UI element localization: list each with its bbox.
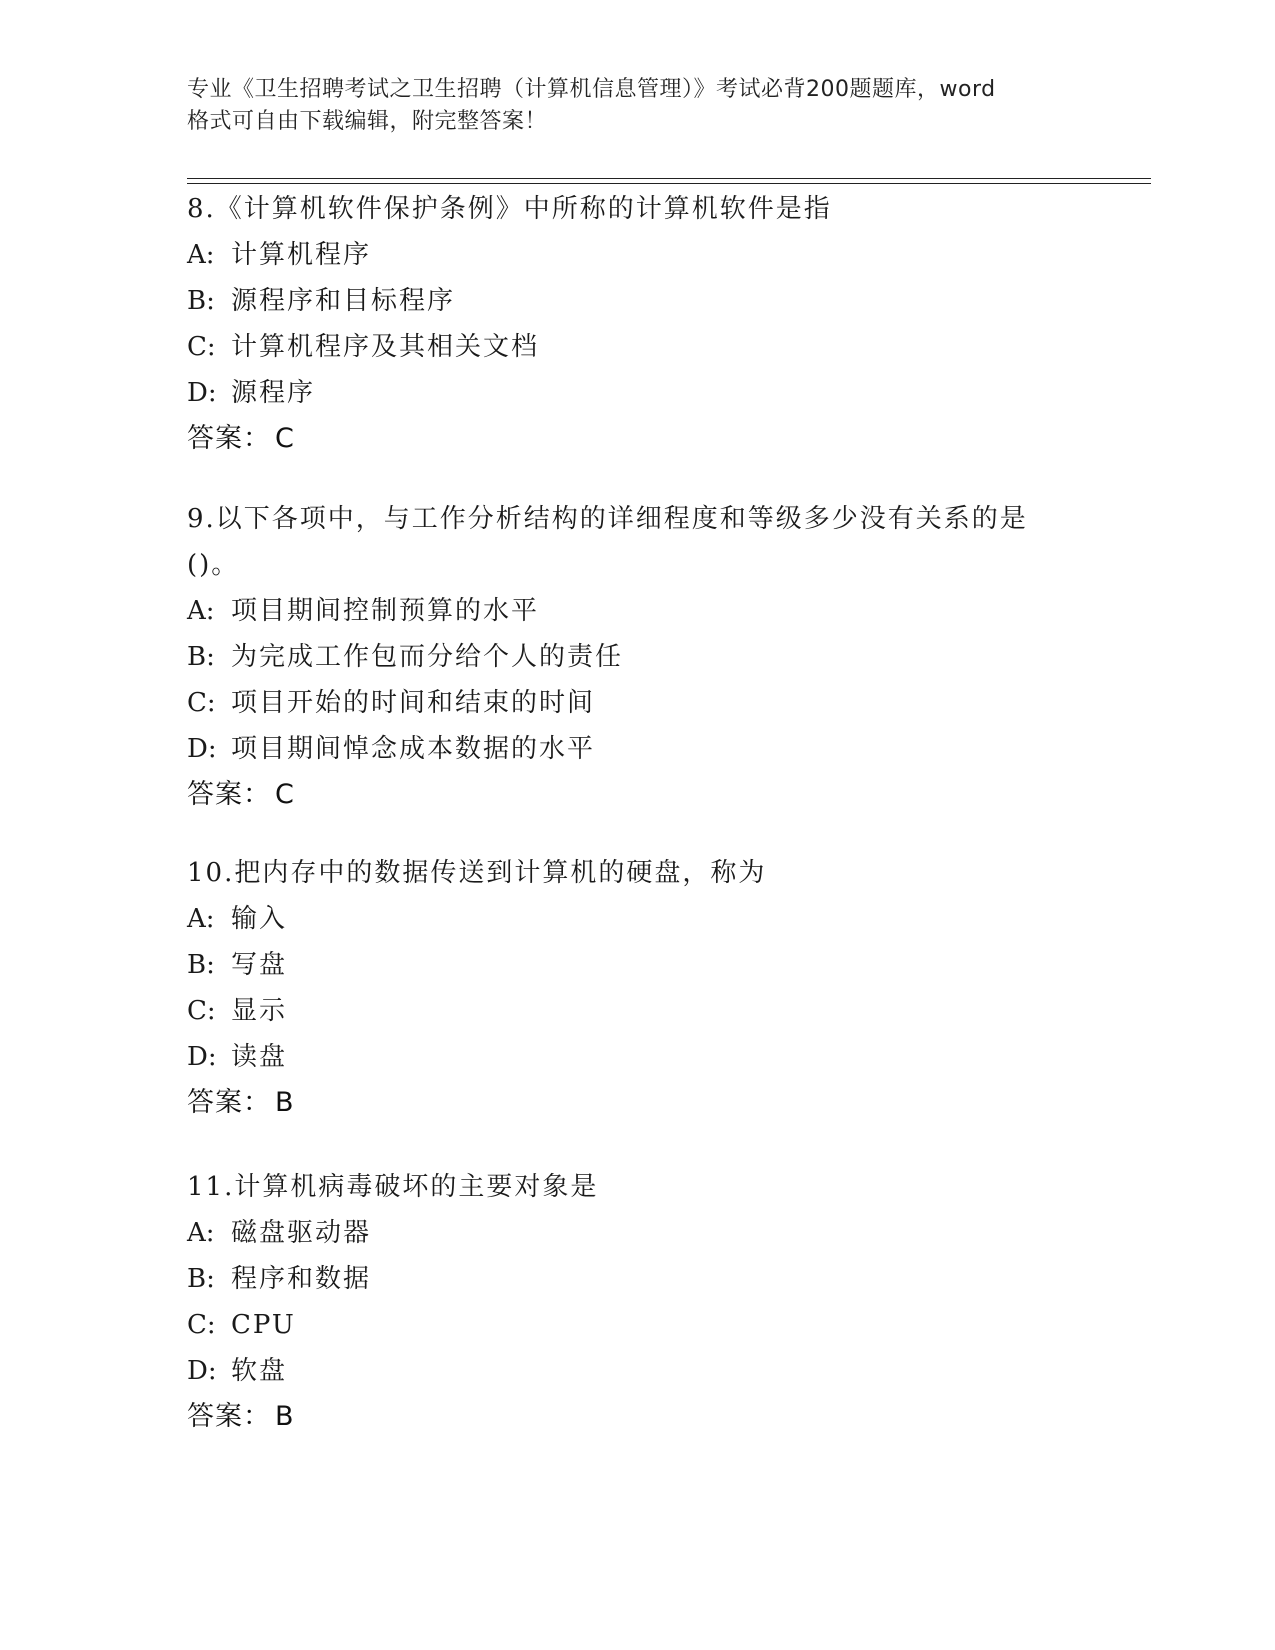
- option-letter: D:: [187, 734, 217, 764]
- option-text: 磁盘驱动器: [231, 1218, 372, 1248]
- option-text: 为完成工作包而分给个人的责任: [231, 642, 624, 672]
- header-divider-bottom: [187, 183, 1151, 184]
- option-letter: C:: [187, 688, 216, 718]
- question-text: 9.以下各项中，与工作分析结构的详细程度和等级多少没有关系的是()。: [187, 504, 1028, 580]
- option-text: 源程序: [231, 378, 316, 408]
- option-d: [187, 370, 1087, 416]
- answer-value: C: [275, 423, 295, 454]
- option-text: 源程序和目标程序: [231, 286, 456, 316]
- option-letter: D:: [187, 1042, 217, 1072]
- option-b: [187, 634, 1087, 680]
- option-text: 计算机程序: [231, 240, 372, 270]
- option-letter: C:: [187, 332, 216, 362]
- option-d: [187, 1348, 1087, 1394]
- header-line-1: 专业《卫生招聘考试之卫生招聘（计算机信息管理）》考试必背200题题库，word: [187, 77, 996, 102]
- option-a: [187, 1210, 1087, 1256]
- answer-label: 答案：: [187, 1087, 271, 1118]
- option-letter: A:: [187, 240, 215, 270]
- option-text: CPU: [231, 1310, 296, 1340]
- option-text: 项目期间悼念成本数据的水平: [231, 734, 596, 764]
- option-d: [187, 726, 1087, 772]
- question-10: [187, 850, 1087, 1126]
- option-letter: B:: [187, 642, 215, 672]
- option-b: [187, 278, 1087, 324]
- option-text: 项目期间控制预算的水平: [231, 596, 540, 626]
- header-line-2: 格式可自由下载编辑，附完整答案！: [187, 109, 548, 134]
- question-11: [187, 1164, 1087, 1440]
- question-8: [187, 186, 1087, 462]
- header-divider-top: [187, 178, 1151, 179]
- question-text: 11.计算机病毒破坏的主要对象是: [187, 1172, 599, 1202]
- option-letter: B:: [187, 1264, 215, 1294]
- option-b: [187, 1256, 1087, 1302]
- option-letter: D:: [187, 1356, 217, 1386]
- option-text: 计算机程序及其相关文档: [231, 332, 540, 362]
- option-text: 程序和数据: [231, 1264, 372, 1294]
- answer-line: [187, 1080, 1087, 1126]
- option-text: 输入: [231, 904, 288, 934]
- option-d: [187, 1034, 1087, 1080]
- question-9: [187, 496, 1087, 818]
- option-a: [187, 232, 1087, 278]
- option-text: 显示: [231, 996, 288, 1026]
- option-letter: A:: [187, 904, 215, 934]
- answer-value: C: [275, 779, 295, 810]
- option-c: [187, 680, 1087, 726]
- answer-label: 答案：: [187, 779, 271, 810]
- answer-label: 答案：: [187, 1401, 271, 1432]
- option-c: [187, 1302, 1087, 1348]
- answer-value: B: [275, 1087, 295, 1118]
- option-letter: C:: [187, 1310, 216, 1340]
- answer-line: [187, 772, 1087, 818]
- answer-value: B: [275, 1401, 295, 1432]
- option-letter: A:: [187, 596, 215, 626]
- option-letter: D:: [187, 378, 217, 408]
- option-text: 写盘: [231, 950, 288, 980]
- option-c: [187, 324, 1087, 370]
- option-text: 读盘: [231, 1042, 288, 1072]
- option-text: 软盘: [231, 1356, 288, 1386]
- option-letter: B:: [187, 286, 215, 316]
- option-c: [187, 988, 1087, 1034]
- option-letter: B:: [187, 950, 215, 980]
- answer-line: [187, 416, 1087, 462]
- question-text: 8.《计算机软件保护条例》中所称的计算机软件是指: [187, 194, 832, 224]
- option-letter: C:: [187, 996, 216, 1026]
- answer-label: 答案：: [187, 423, 271, 454]
- option-b: [187, 942, 1087, 988]
- document-header: [187, 74, 1087, 138]
- question-text: 10.把内存中的数据传送到计算机的硬盘，称为: [187, 858, 767, 888]
- option-letter: A:: [187, 1218, 215, 1248]
- option-a: [187, 588, 1087, 634]
- answer-line: [187, 1394, 1087, 1440]
- option-text: 项目开始的时间和结束的时间: [231, 688, 596, 718]
- option-a: [187, 896, 1087, 942]
